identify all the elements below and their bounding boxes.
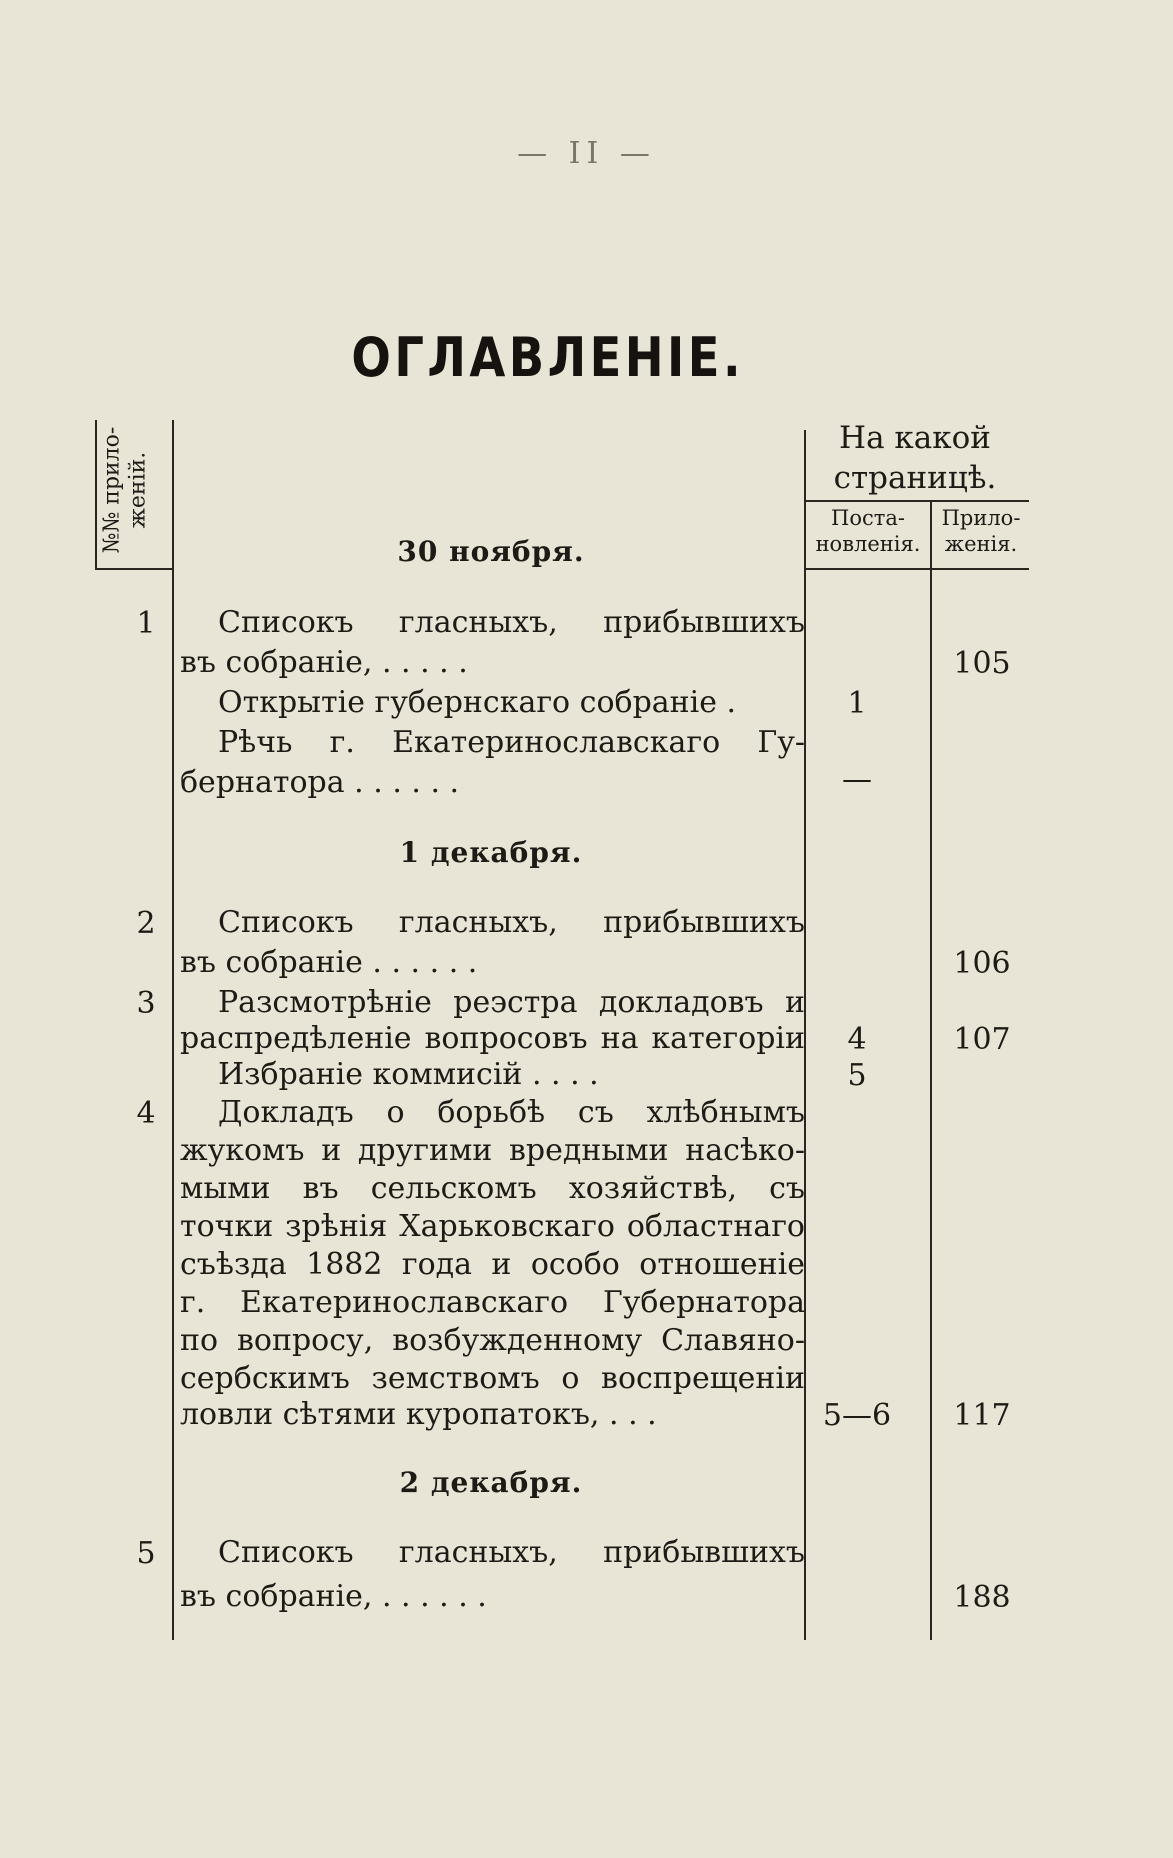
resolution-page: 4	[847, 1022, 867, 1057]
entry-line: съѣзда 1882 года и особо отношеніе	[180, 1248, 805, 1282]
entry-number: 3	[136, 986, 156, 1021]
entry-line: Разсмотрѣніе реэстра докладовъ и	[218, 986, 805, 1020]
entry-line: ловли сѣтями куропатокъ, . . .	[180, 1398, 657, 1432]
entry-line: распредѣленіе вопросовъ на категоріи	[180, 1022, 805, 1056]
entry-line: въ собраніе . . . . . .	[180, 946, 478, 980]
entry-line: Докладъ о борьбѣ съ хлѣбнымъ	[218, 1096, 805, 1130]
entry-line: Списокъ гласныхъ, прибывшихъ	[218, 606, 805, 640]
entry-line: Списокъ гласныхъ, прибывшихъ	[218, 1536, 805, 1570]
entry-number: 4	[136, 1096, 156, 1131]
resolutions-subheader: Поста- новленія.	[815, 506, 921, 556]
entry-line: Избраніе коммисій . . . .	[218, 1058, 599, 1092]
section-date: 1 декабря.	[399, 836, 583, 869]
entry-line: Рѣчь г. Екатеринославскаго Гу-	[218, 726, 805, 760]
rule-page-head	[804, 500, 1029, 502]
rule-sub-head	[804, 568, 1029, 570]
resolution-page: 5—6	[822, 1398, 892, 1433]
appendices-subheader: Прило- женія.	[941, 506, 1021, 556]
entry-line: г. Екатеринославскаго Губернатора	[180, 1286, 805, 1320]
num-column-header: №№ прило- женій.	[99, 426, 151, 554]
resolution-page: —	[842, 762, 872, 797]
appendix-page: 105	[953, 646, 1011, 681]
resolution-page: 5	[847, 1058, 867, 1093]
appendix-page: 107	[953, 1022, 1011, 1057]
appendix-page: 188	[953, 1580, 1011, 1615]
entry-line: точки зрѣнія Харьковскаго областнаго	[180, 1210, 805, 1244]
entry-number: 2	[136, 906, 156, 941]
entry-line: въ собраніе, . . . . . .	[180, 1580, 487, 1614]
entry-line: Открытіе губернскаго собраніе .	[218, 686, 737, 720]
appendix-page: 106	[953, 946, 1011, 981]
rule-num-head	[95, 568, 173, 570]
page-title: ОГЛАВЛЕНІЕ.	[351, 326, 745, 389]
section-date: 2 декабря.	[399, 1466, 583, 1499]
entry-line: Списокъ гласныхъ, прибывшихъ	[218, 906, 805, 940]
entry-number: 5	[136, 1536, 156, 1571]
page-column-header: На какой страницѣ.	[833, 420, 997, 496]
entry-line: бернатора . . . . . .	[180, 766, 460, 800]
entry-line: жукомъ и другими вредными насѣко-	[180, 1134, 805, 1168]
appendix-page: 117	[953, 1398, 1011, 1433]
entry-number: 1	[136, 606, 156, 641]
entry-line: сербскимъ земствомъ о воспрещеніи	[180, 1362, 805, 1396]
section-date: 30 ноября.	[397, 535, 585, 568]
entry-line: по вопросу, возбужденному Славяно-	[180, 1324, 805, 1358]
entry-line: въ собраніе, . . . . .	[180, 646, 468, 680]
page-number: — II —	[517, 136, 656, 171]
rule-num-text	[172, 420, 174, 1640]
entry-line: мыми въ сельскомъ хозяйствѣ, съ	[180, 1172, 805, 1206]
resolution-page: 1	[847, 686, 867, 721]
